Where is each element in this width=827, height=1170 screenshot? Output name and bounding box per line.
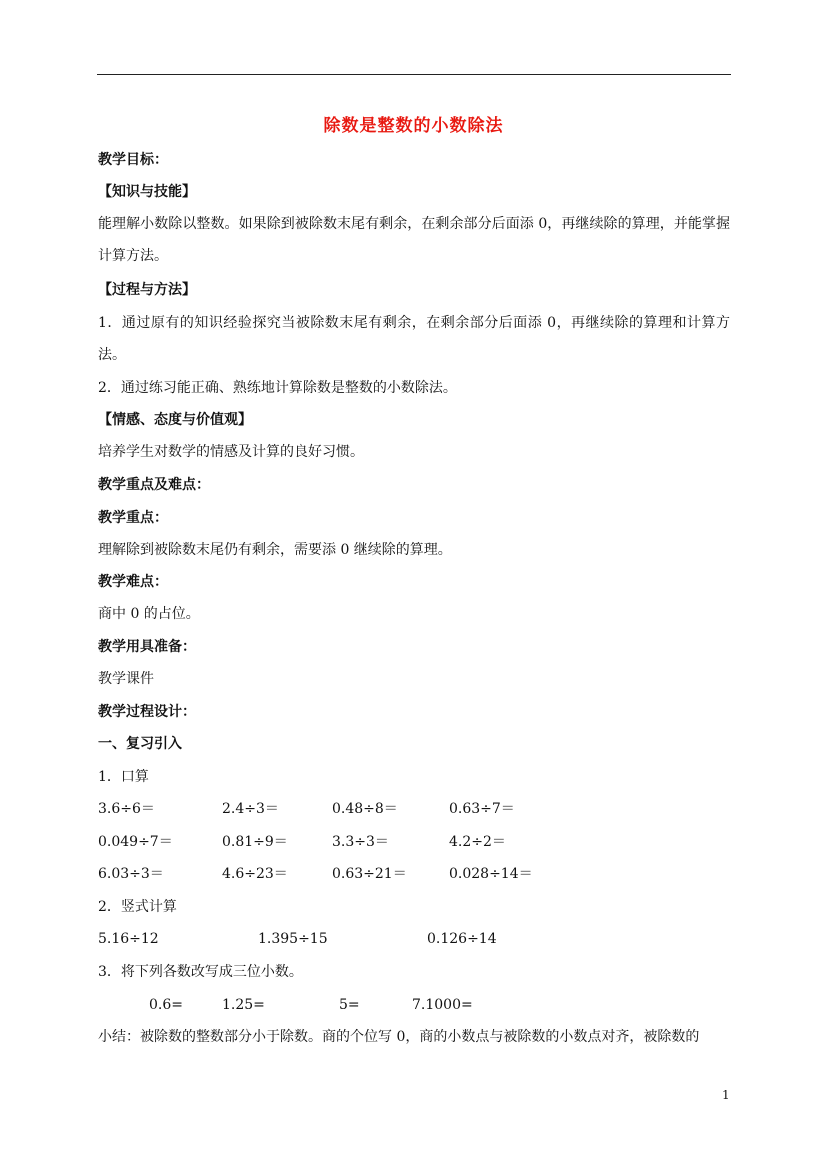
difficulty-heading: 教学难点：	[98, 574, 168, 590]
rewrite-item: 5=	[339, 997, 360, 1013]
vertical-item: 1.395÷15	[258, 931, 328, 947]
difficulty-text: 商中 0 的占位。	[98, 606, 200, 622]
vertical-item: 0.126÷14	[427, 931, 497, 947]
oral-item: 0.63÷21＝	[332, 866, 407, 882]
section-1-heading: 一、复习引入	[98, 736, 182, 752]
design-heading: 教学过程设计：	[98, 704, 196, 720]
rewrite-heading: 3．将下列各数改写成三位小数。	[98, 964, 303, 980]
oral-item: 4.6÷23＝	[222, 866, 288, 882]
oral-item: 6.03÷3＝	[98, 866, 164, 882]
tools-heading: 教学用具准备：	[98, 639, 196, 655]
oral-item: 0.049÷7＝	[98, 834, 173, 850]
tools-text: 教学课件	[98, 671, 154, 687]
vertical-calc-heading: 2．竖式计算	[98, 899, 177, 915]
vertical-item: 5.16÷12	[98, 931, 159, 947]
oral-item: 0.81÷9＝	[222, 834, 288, 850]
page-number: 1	[722, 1088, 730, 1102]
oral-item: 0.028÷14＝	[449, 866, 533, 882]
process-item-2: 2．通过练习能正确、熟练地计算除数是整数的小数除法。	[98, 380, 457, 396]
emotion-text: 培养学生对数学的情感及计算的良好习惯。	[98, 444, 364, 460]
oral-item: 4.2÷2＝	[449, 834, 506, 850]
emotion-heading: 【情感、态度与价值观】	[98, 412, 252, 428]
key-point-text: 理解除到被除数末尾仍有剩余，需要添 0 继续除的算理。	[98, 542, 452, 558]
key-point-heading: 教学重点：	[98, 510, 168, 526]
objectives-heading: 教学目标：	[98, 152, 168, 168]
oral-item: 0.48÷8＝	[332, 801, 398, 817]
knowledge-text: 能理解小数除以整数。如果除到被除数末尾有剩余，在剩余部分后面添 0，再继续除的算理，并能掌握计算方法。	[98, 216, 730, 264]
rewrite-item: 7.1000=	[412, 997, 473, 1013]
oral-item: 0.63÷7＝	[449, 801, 515, 817]
oral-item: 3.3÷3＝	[332, 834, 389, 850]
header-rule	[97, 74, 731, 75]
process-item-1: 1．通过原有的知识经验探究当被除数末尾有剩余，在剩余部分后面添 0，再继续除的算理和计算方法。	[98, 315, 730, 363]
knowledge-heading: 【知识与技能】	[98, 184, 196, 200]
rewrite-item: 0.6=	[149, 997, 183, 1013]
rewrite-item: 1.25=	[222, 997, 265, 1013]
document-title: 除数是整数的小数除法	[323, 116, 504, 136]
summary-text: 小结：被除数的整数部分小于除数。商的个位写 0，商的小数点与被除数的小数点对齐，被除数的	[98, 1029, 700, 1045]
key-difficulty-heading: 教学重点及难点：	[98, 477, 210, 493]
oral-item: 2.4÷3＝	[222, 801, 279, 817]
oral-item: 3.6÷6＝	[98, 801, 155, 817]
oral-calc-heading: 1．口算	[98, 769, 149, 785]
process-heading: 【过程与方法】	[98, 282, 196, 298]
